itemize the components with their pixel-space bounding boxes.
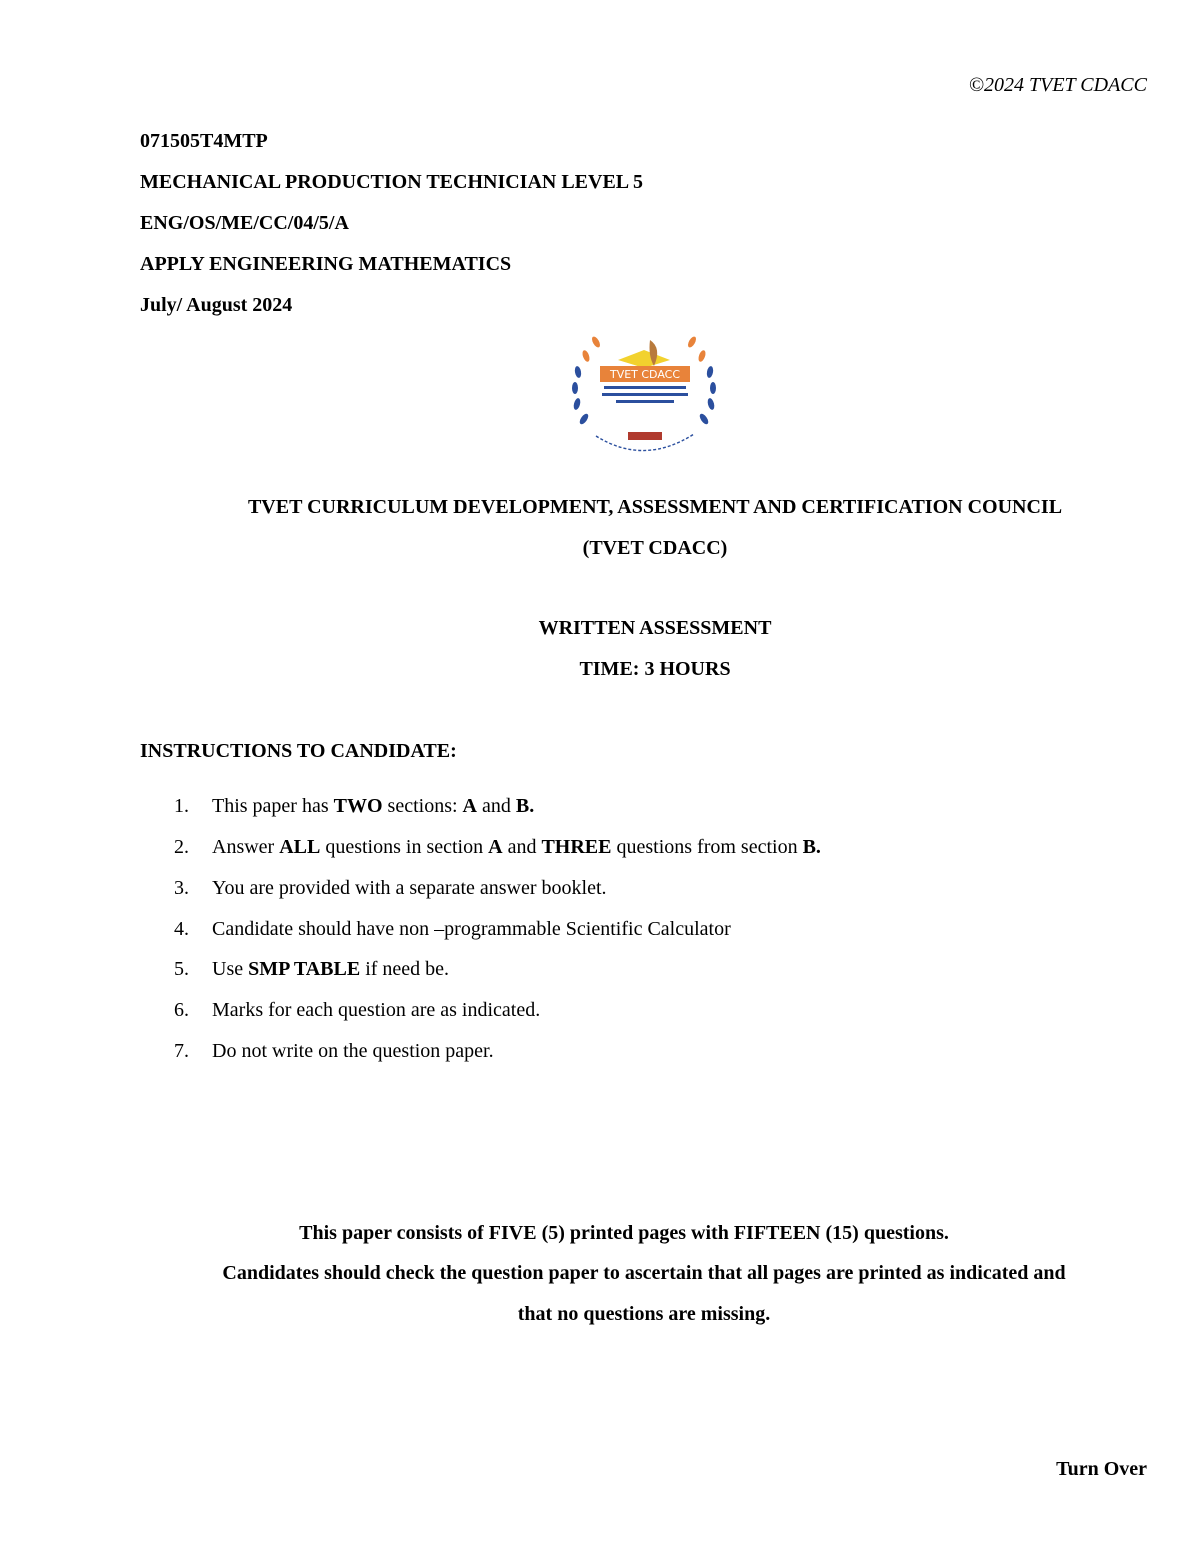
instruction-text: and (477, 795, 516, 817)
instruction-number: 1. (174, 795, 189, 817)
unit-title: APPLY ENGINEERING MATHEMATICS (140, 253, 512, 275)
instruction-text: questions from section (611, 836, 803, 858)
instruction-text: A (488, 836, 503, 858)
instruction-item (174, 795, 534, 818)
instruction-item (174, 999, 540, 1022)
exam-session: July/ August 2024 (140, 294, 293, 316)
instruction-text: B. (515, 795, 535, 817)
instruction-item (174, 958, 449, 981)
instruction-text: This paper has (212, 795, 334, 817)
instruction-text: TWO (333, 795, 383, 817)
instruction-text: Answer (212, 836, 280, 858)
council-abbr: (TVET CDACC) (582, 537, 728, 559)
instruction-text: Candidate should have non –programmable Scientific Calculator (212, 918, 731, 940)
instruction-text: sections: (382, 795, 463, 817)
instruction-item (174, 918, 731, 941)
instruction-text: and (502, 836, 542, 858)
course-title: MECHANICAL PRODUCTION TECHNICIAN LEVEL 5 (140, 171, 644, 193)
instructions-title: INSTRUCTIONS TO CANDIDATE: (140, 740, 457, 762)
instruction-text: A (462, 795, 477, 817)
instruction-number: 6. (174, 999, 189, 1021)
instruction-text: THREE (541, 836, 612, 858)
instruction-text: ALL (279, 836, 321, 858)
copyright-notice: ©2024 TVET CDACC (968, 74, 1147, 96)
instruction-number: 5. (174, 958, 189, 980)
instruction-text: questions in section (320, 836, 489, 858)
instruction-item (174, 877, 607, 900)
turn-over-label: Turn Over (1056, 1458, 1147, 1480)
instruction-text: SMP TABLE (248, 958, 361, 980)
instruction-number: 3. (174, 877, 189, 899)
instruction-text: B. (802, 836, 821, 858)
instruction-text: You are provided with a separate answer booklet. (212, 877, 607, 899)
footer-check-note: Candidates should check the question paper to ascertain that all pages are printed as indicated and (222, 1262, 1066, 1284)
instruction-text: Do not write on the question paper. (212, 1040, 494, 1062)
footer-pages-note: This paper consists of FIVE (5) printed pages with FIFTEEN (15) questions. (299, 1222, 949, 1244)
footer-missing-note: that no questions are missing. (517, 1303, 771, 1325)
instruction-number: 2. (174, 836, 189, 858)
paper-code: 071505T4MTP (140, 130, 268, 152)
council-name: TVET CURRICULUM DEVELOPMENT, ASSESSMENT AND CERTIFICATION COUNCIL (247, 496, 1063, 518)
unit-code: ENG/OS/ME/CC/04/5/A (140, 212, 349, 234)
instruction-item (174, 836, 821, 859)
instruction-text: Use (212, 958, 249, 980)
tvet-cdacc-logo-icon (566, 326, 722, 462)
instruction-text: if need be. (360, 958, 450, 980)
instruction-item (174, 1040, 494, 1063)
svg-text:TVET CDACC: TVET CDACC (609, 368, 681, 381)
assessment-time: TIME: 3 HOURS (579, 658, 731, 680)
assessment-type: WRITTEN ASSESSMENT (538, 617, 772, 639)
instruction-text: Marks for each question are as indicated. (212, 999, 541, 1021)
instruction-number: 7. (174, 1040, 189, 1062)
instruction-number: 4. (174, 918, 189, 940)
